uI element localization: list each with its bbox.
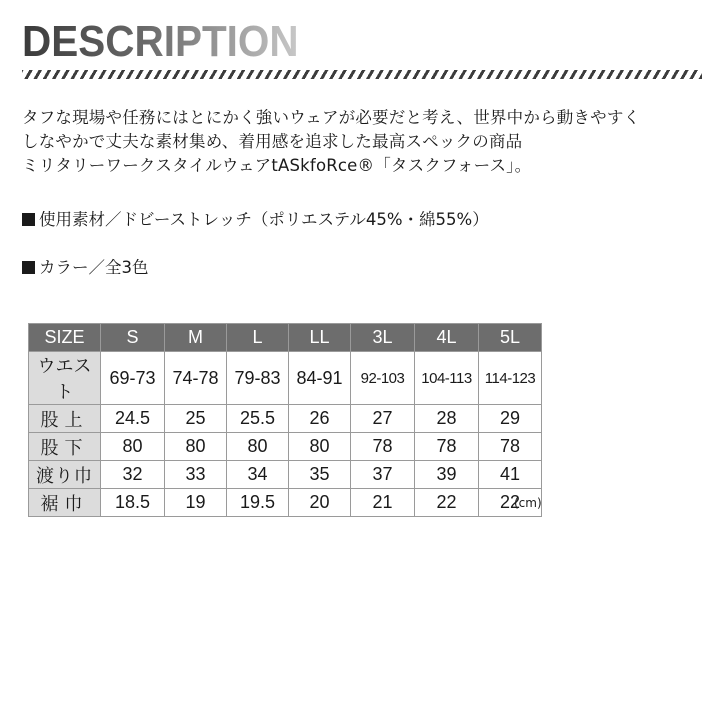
description-line: タフな現場や任務にはとにかく強いウェアが必要だと考え、世界中から動きやすく: [22, 108, 641, 127]
row-label: 渡り巾: [29, 461, 101, 489]
table-cell: 24.5: [101, 405, 165, 433]
table-cell: 32: [101, 461, 165, 489]
description-line: しなやかで丈夫な素材集め、着用感を追求した最高スペックの商品: [22, 132, 523, 151]
size-header-cell: S: [101, 324, 165, 352]
row-label: 股上: [29, 405, 101, 433]
table-cell: 104-113: [415, 352, 479, 405]
table-cell: 27: [351, 405, 415, 433]
table-cell: 19.5: [227, 489, 289, 517]
table-cell: 18.5: [101, 489, 165, 517]
color-text: カラー／全3色: [39, 258, 149, 277]
table-cell: 25: [165, 405, 227, 433]
size-header-cell: L: [227, 324, 289, 352]
table-cell: 28: [415, 405, 479, 433]
table-row: [29, 489, 542, 517]
table-cell: 29: [479, 405, 542, 433]
material-text: 使用素材／ドビーストレッチ（ポリエステル45%・綿55%）: [39, 210, 489, 229]
table-cell: 80: [165, 433, 227, 461]
table-cell: 35: [289, 461, 351, 489]
table-cell: 19: [165, 489, 227, 517]
size-header-cell: 4L: [415, 324, 479, 352]
table-cell: 69-73: [101, 352, 165, 405]
table-cell: 22: [479, 489, 542, 517]
table-cell: 41: [479, 461, 542, 489]
table-cell: 92-103: [351, 352, 415, 405]
table-cell: 33: [165, 461, 227, 489]
row-label: ウエスト: [29, 352, 101, 405]
table-cell: 80: [289, 433, 351, 461]
table-row: [29, 433, 542, 461]
description-line: ミリタリーワークスタイルウェアtASkfoRce®「タスクフォース」。: [22, 156, 532, 175]
size-header-cell: 3L: [351, 324, 415, 352]
table-row: [29, 405, 542, 433]
table-cell: 37: [351, 461, 415, 489]
description-text: [22, 106, 706, 178]
square-bullet-icon: [22, 261, 35, 274]
table-cell: 22: [415, 489, 479, 517]
table-cell: 39: [415, 461, 479, 489]
table-cell: 79-83: [227, 352, 289, 405]
table-cell: 78: [479, 433, 542, 461]
square-bullet-icon: [22, 213, 35, 226]
table-cell: 34: [227, 461, 289, 489]
size-header-cell: LL: [289, 324, 351, 352]
table-cell: 80: [101, 433, 165, 461]
row-label: 股下: [29, 433, 101, 461]
table-cell: 80: [227, 433, 289, 461]
table-row: [29, 461, 542, 489]
table-cell: 84-91: [289, 352, 351, 405]
table-cell: 78: [415, 433, 479, 461]
table-cell: 78: [351, 433, 415, 461]
row-label: 裾巾: [29, 489, 101, 517]
size-table: [28, 323, 542, 517]
table-cell: 20: [289, 489, 351, 517]
page-heading: DESCRIPTION: [22, 14, 299, 70]
table-row: [29, 352, 542, 405]
table-cell: 26: [289, 405, 351, 433]
table-cell: 25.5: [227, 405, 289, 433]
size-header-cell: M: [165, 324, 227, 352]
size-header-cell: 5L: [479, 324, 542, 352]
size-header-row: [29, 324, 542, 352]
material-spec: [22, 208, 489, 232]
color-spec: [22, 256, 149, 280]
table-cell: 114-123: [479, 352, 542, 405]
striped-divider: [22, 70, 702, 79]
size-header-label: SIZE: [29, 324, 101, 352]
table-cell: 74-78: [165, 352, 227, 405]
table-cell: 21: [351, 489, 415, 517]
unit-label: (cm): [514, 496, 542, 510]
